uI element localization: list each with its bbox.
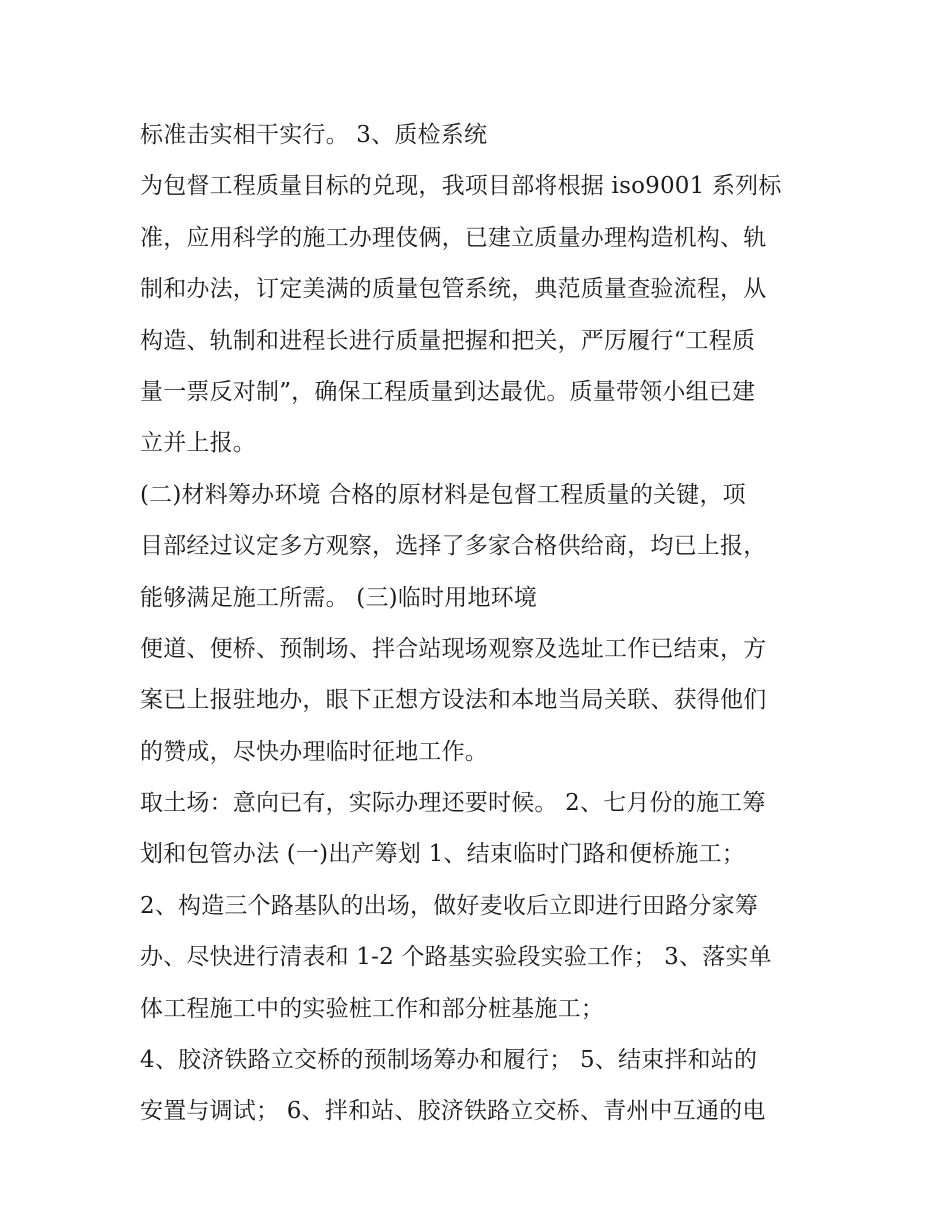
text-line: 标准击实相干实行。 3、质检系统 [140,122,488,148]
text-line: 取土场：意向已有，实际办理还要时候。 2、七月份的施工筹 [140,790,766,817]
text-line: 便道、便桥、预制场、拌合站现场观察及选址工作已结束，方 [140,635,767,662]
body-text [140,110,830,1138]
text-line: 准，应用科学的施工办理伎俩，已建立质量办理构造机构、轨 [140,224,767,251]
text-line: (二)材料筹办环境 合格的原材料是包督工程质量的关键，项 [140,481,746,508]
text-line: 目部经过议定多方观察，选择了多家合格供给商，均已上报， [140,533,767,560]
text-line: 办、尽快进行清表和 1-2 个路基实验段实验工作； 3、落实单 [140,944,772,971]
text-line: 划和包管办法 (一)出产筹划 1、结束临时门路和便桥施工； [140,841,746,868]
text-line: 立并上报。 [140,430,256,457]
text-line: 能够满足施工所需。 (三)临时用地环境 [140,584,538,611]
text-line: 安置与调试； 6、拌和站、胶济铁路立交桥、青州中互通的电 [140,1098,766,1125]
text-line: 为包督工程质量目标的兑现，我项目部将根据 iso9001 系列标 [140,173,782,200]
text-line: 构造、轨制和进程长进行质量把握和把关，严厉履行“工程质 [140,327,756,354]
text-line: 体工程施工中的实验桩工作和部分桩基施工； [140,995,604,1022]
text-line: 4、胶济铁路立交桥的预制场筹办和履行； 5、结束拌和站的 [140,1047,758,1074]
text-line: 案已上报驻地办，眼下正想方设法和本地当局关联、获得他们 [140,687,767,714]
text-line: 的赞成，尽快办理临时征地工作。 [140,738,488,765]
text-line: 量一票反对制”，确保工程质量到达最优。质量带领小组已建 [140,378,756,405]
text-line: 2、构造三个路基队的出场，做好麦收后立即进行田路分家筹 [140,892,759,919]
text-line: 制和办法，订定美满的质量包管系统，典范质量查验流程，从 [140,276,767,303]
